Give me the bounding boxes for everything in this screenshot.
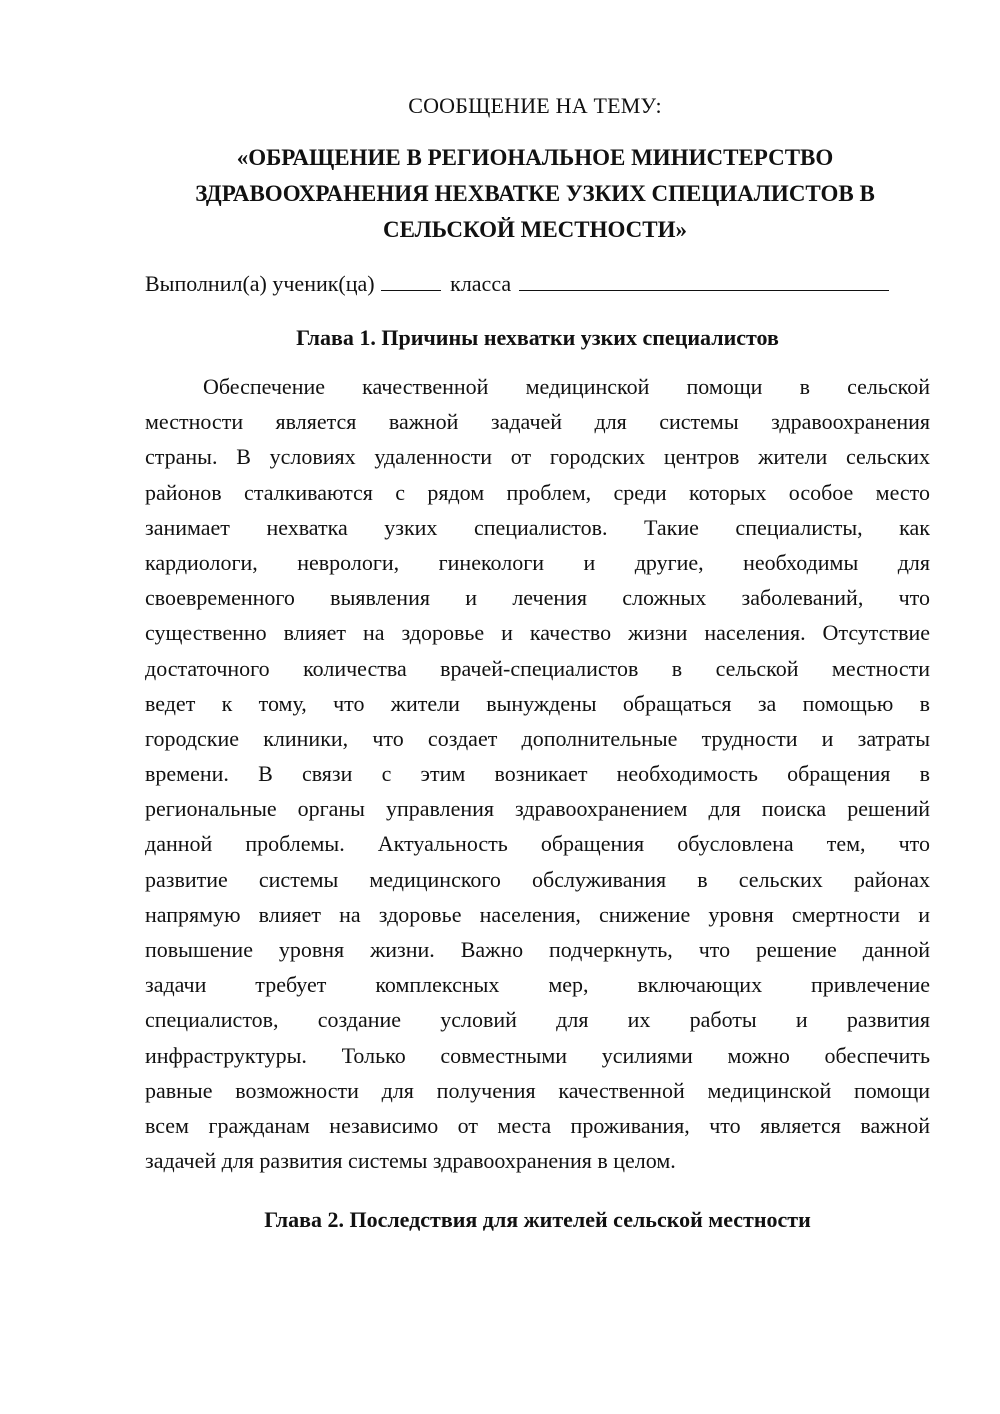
body-line: задачи требует комплексных мер, включающих привлечение bbox=[145, 972, 930, 998]
body-line: равные возможности для получения качественной медицинской помощи bbox=[145, 1077, 930, 1103]
title-line: ЗДРАВООХРАНЕНИЯ НЕХВАТКЕ УЗКИХ СПЕЦИАЛИСТОВ В bbox=[195, 181, 875, 206]
body-line: занимает нехватка узких специалистов. Такие специалисты, как bbox=[145, 514, 930, 540]
body-line: Обеспечение качественной медицинской помощи в сельской bbox=[203, 374, 930, 399]
body-line: всем гражданам независимо от места проживания, что является важной bbox=[145, 1112, 930, 1138]
body-line: развитие системы медицинского обслуживания в сельских районах bbox=[145, 866, 930, 892]
chapter-1-body bbox=[145, 369, 930, 1178]
body-line: своевременного выявления и лечения сложных заболеваний, что bbox=[145, 585, 930, 611]
body-line: местности является важной задачей для системы здравоохранения bbox=[145, 409, 930, 435]
title-line: СЕЛЬСКОЙ МЕСТНОСТИ» bbox=[382, 217, 688, 242]
class-blank bbox=[381, 270, 441, 291]
body-line: повышение уровня жизни. Важно подчеркнуть, что решение данной bbox=[145, 937, 930, 962]
body-line: региональные органы управления здравоохранением для поиска решений bbox=[145, 796, 930, 822]
author-prefix: Выполнил(а) ученик(ца) bbox=[145, 271, 375, 296]
body-line: ведет к тому, что жители вынуждены обращаться за помощью в bbox=[145, 690, 930, 716]
title-line: «ОБРАЩЕНИЕ В РЕГИОНАЛЬНОЕ МИНИСТЕРСТВО bbox=[236, 145, 834, 170]
body-line: задачей для развития системы здравоохранения в целом. bbox=[145, 1148, 676, 1174]
body-line: существенно влияет на здоровье и качество жизни населения. Отсутствие bbox=[145, 620, 930, 646]
body-line: времени. В связи с этим возникает необходимость обращения в bbox=[145, 761, 930, 787]
name-blank bbox=[519, 270, 889, 291]
body-line: напрямую влияет на здоровье населения, снижение уровня смертности и bbox=[145, 901, 930, 927]
body-line: инфраструктуры. Только совместными усилиями можно обеспечить bbox=[145, 1042, 930, 1068]
topic-label: СООБЩЕНИЕ НА ТЕМУ: bbox=[408, 93, 662, 118]
body-line: кардиологи, неврологи, гинекологи и другие, необходимы для bbox=[145, 549, 930, 575]
body-line: достаточного количества врачей-специалистов в сельской местности bbox=[145, 655, 930, 681]
body-line: специалистов, создание условий для их работы и развития bbox=[145, 1007, 930, 1033]
author-line bbox=[145, 270, 889, 297]
body-line: городские клиники, что создает дополнительные трудности и затраты bbox=[145, 725, 930, 751]
document-title bbox=[140, 140, 930, 248]
chapter-1-heading: Глава 1. Причины нехватки узких специалистов bbox=[296, 325, 779, 350]
class-label: класса bbox=[450, 271, 512, 296]
body-line: данной проблемы. Актуальность обращения обусловлена тем, что bbox=[145, 831, 930, 857]
chapter-2-heading: Глава 2. Последствия для жителей сельской местности bbox=[264, 1207, 811, 1232]
body-line: районов сталкиваются с рядом проблем, среди которых особое место bbox=[145, 479, 930, 505]
body-line: страны. В условиях удаленности от городских центров жители сельских bbox=[145, 444, 930, 470]
